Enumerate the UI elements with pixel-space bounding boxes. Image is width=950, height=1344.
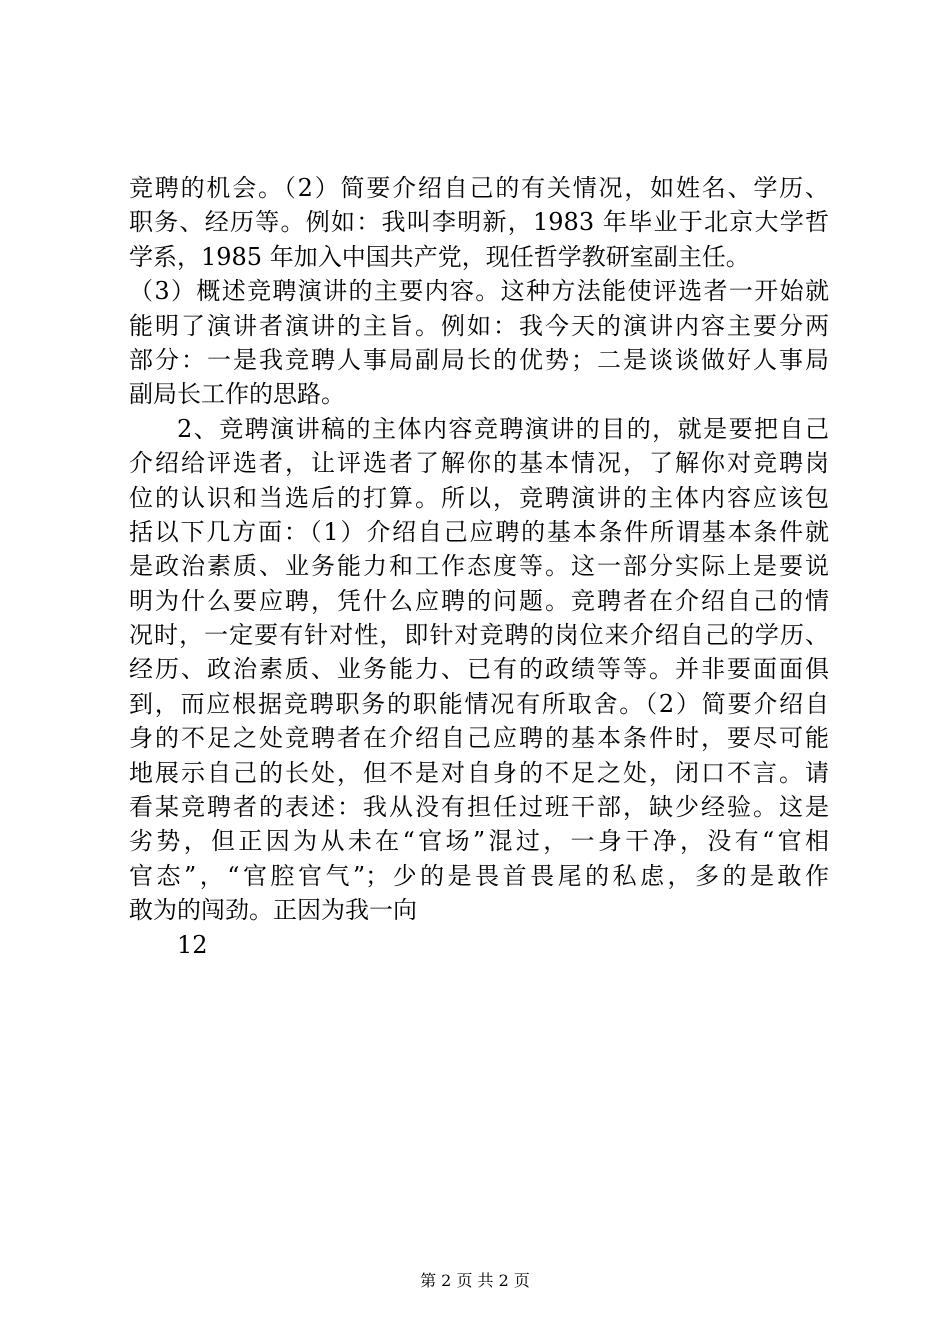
- text-line: 经历、政治素质、业务能力、已有的政绩等等。并非要面面俱: [129, 655, 829, 684]
- text-line: （3）概述竞聘演讲的主要内容。这种方法能使评选者一开始就: [129, 277, 829, 306]
- text-line: 竞聘的机会。（2）简要介绍自己的有关情况，如姓名、学历、: [129, 174, 829, 202]
- text-line: 学系，1985 年加入中国共产党，现任哲学教研室副主任。: [129, 242, 750, 271]
- text-line: 职务、经历等。例如：我叫李明新，1983 年毕业于北京大学哲: [129, 208, 829, 237]
- inline-page-number: 12: [177, 930, 208, 959]
- text-line: 2、竞聘演讲稿的主体内容竞聘演讲的目的，就是要把自己: [177, 414, 829, 443]
- text-line: 位的认识和当选后的打算。所以，竞聘演讲的主体内容应该包: [129, 483, 829, 512]
- text-line: 部分：一是我竞聘人事局副局长的优势；二是谈谈做好人事局: [129, 345, 829, 374]
- document-body: [129, 171, 829, 962]
- text-line: 敢为的闯劲。正因为我一向: [129, 896, 417, 925]
- text-line: 身的不足之处竞聘者在介绍自己应聘的基本条件时，要尽可能: [129, 724, 829, 753]
- text-line: 副局长工作的思路。: [129, 380, 345, 409]
- text-line: 能明了演讲者演讲的主旨。例如：我今天的演讲内容主要分两: [129, 311, 829, 340]
- text-line: 是政治素质、业务能力和工作态度等。这一部分实际上是要说: [129, 552, 829, 581]
- text-line: 到，而应根据竞聘职务的职能情况有所取舍。（2）简要介绍自: [129, 689, 829, 718]
- text-line: 看某竞聘者的表述：我从没有担任过班干部，缺少经验。这是: [129, 793, 829, 822]
- text-line: 介绍给评选者，让评选者了解你的基本情况，了解你对竞聘岗: [129, 449, 829, 478]
- text-line: 劣势，但正因为从未在“官场”混过，一身干净，没有“官相: [129, 827, 829, 856]
- page-footer: 第 2 页 共 2 页: [420, 1271, 530, 1290]
- text-line: 地展示自己的长处，但不是对自身的不足之处，闭口不言。请: [129, 758, 829, 787]
- text-line: 官态”，“官腔官气”；少的是畏首畏尾的私虑，多的是敢作: [129, 861, 829, 890]
- text-line: 明为什么要应聘，凭什么应聘的问题。竞聘者在介绍自己的情: [129, 586, 829, 615]
- text-line: 括以下几方面：（1）介绍自己应聘的基本条件所谓基本条件就: [129, 517, 829, 546]
- text-line: 况时，一定要有针对性，即针对竞聘的岗位来介绍自己的学历、: [129, 621, 829, 650]
